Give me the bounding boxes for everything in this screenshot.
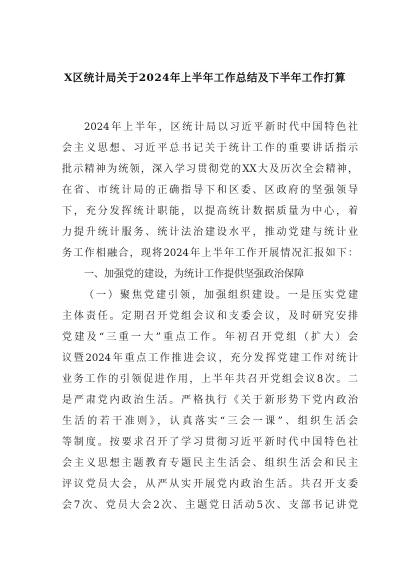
- paragraph-line: 业务工作的引领促进作用，上半年共召开党组会议8次。二: [62, 374, 358, 385]
- paragraph-line: 下，充分发挥统计职能，以提高统计数据质量为中心，着: [62, 206, 358, 217]
- paragraph-line: 是严肃党内政治生活。严格执行《关于新形势下党内政治: [62, 395, 358, 406]
- paragraph-line: 批示精神为统领，深入学习贯彻党的XX大及历次全会精神，: [62, 164, 358, 175]
- paragraph-line: 主体责任。定期召开党组会议和支委会议，及时研究安排: [62, 311, 358, 322]
- paragraph-line: 力提升统计服务、统计法治建设水平，推动党建与统计业: [62, 227, 358, 238]
- paragraph-line: 会主义思想、习近平总书记关于统计工作的重要讲话指示: [62, 143, 358, 154]
- paragraph-line: 等制度。按要求召开了学习贯彻习近平新时代中国特色社: [62, 437, 358, 448]
- paragraph-line: 2024年上半年，区统计局以习近平新时代中国特色社: [84, 122, 358, 133]
- paragraph-line: 议暨2024年重点工作推进会议，充分发挥党建工作对统计: [62, 353, 358, 364]
- document-body: [62, 117, 358, 516]
- paragraph-line: 生活的若干准则》，认真落实“三会一课”、组织生活会: [62, 416, 358, 427]
- document-title: X区统计局关于2024年上半年工作总结及下半年工作打算: [64, 72, 346, 84]
- paragraph-line: 会主义思想主题教育专题民主生活会、组织生活会和民主: [62, 458, 358, 469]
- paragraph-line: 党建及“三重一大”重点工作。年初召开党组（扩大）会: [62, 332, 358, 343]
- subsection-heading-line: （一）聚焦党建引领，加强组织建设。一是压实党建: [84, 290, 358, 301]
- paragraph-line: 在省、市统计局的正确指导下和区委、区政府的坚强领导: [62, 185, 358, 196]
- paragraph-line: 务工作相融合，现将2024年上半年工作开展情况汇报如下：: [62, 248, 358, 259]
- paragraph-line: 评议党员大会，从严从实开展党内政治生活。共召开支委: [62, 479, 358, 490]
- paragraph-line: 会7次、党员大会2次、主题党日活动5次、支部书记讲党: [62, 500, 358, 511]
- section-heading: 一、加强党的建设，为统计工作提供坚强政治保障: [84, 269, 304, 280]
